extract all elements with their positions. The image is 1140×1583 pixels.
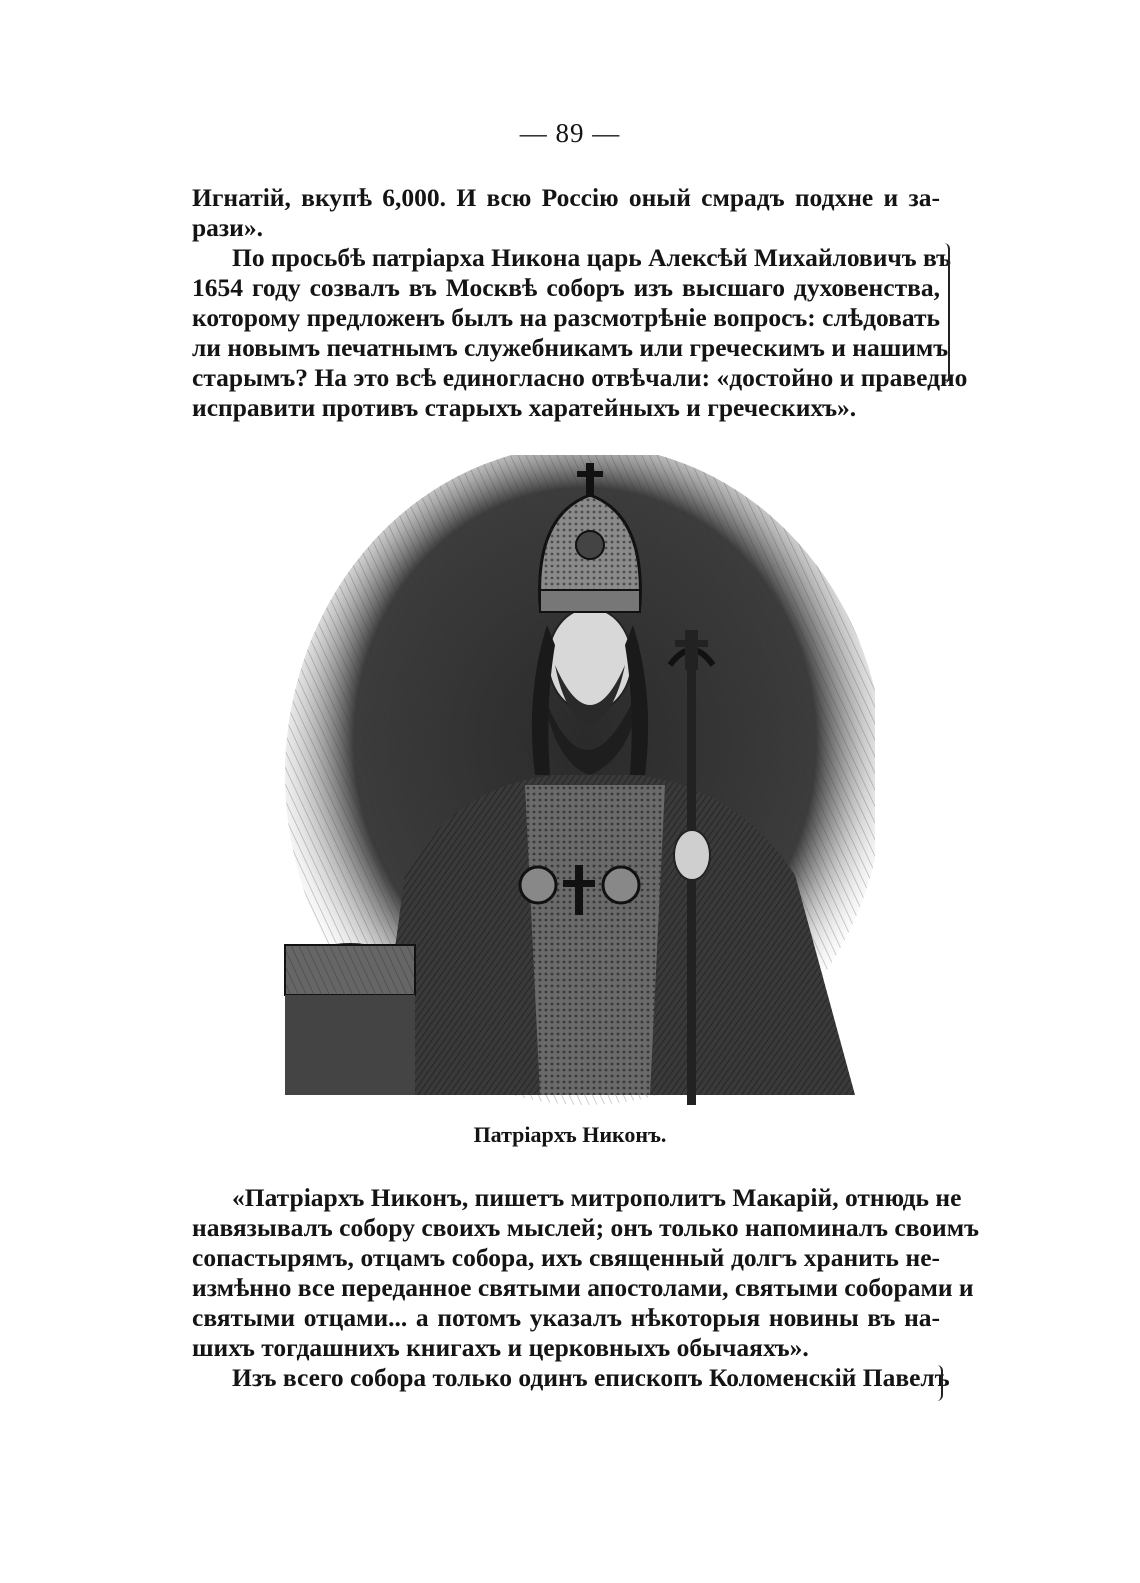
text-line: 1654 году созвалъ въ Москвѣ соборъ изъ высшаго духовенства,	[192, 273, 940, 302]
patriarch-portrait-illustration	[255, 455, 875, 1105]
bottom-paragraphs	[192, 1183, 979, 1393]
text-line: «Патріархъ Никонъ, пишетъ митрополитъ Макарій, отнюдь не	[232, 1183, 962, 1212]
text-line: По просьбѣ патріарха Никона царь Алексѣй Михайловичъ въ	[232, 243, 952, 272]
figure-caption: Патріархъ Никонъ.	[473, 1122, 667, 1147]
text-line: рази».	[192, 213, 263, 242]
page-number: — 89 —	[519, 118, 621, 148]
margin-bracket	[942, 243, 950, 383]
text-line: исправити противъ старыхъ харатейныхъ и греческихъ».	[192, 393, 857, 422]
text-line: измѣнно все переданное святыми апостолами, святыми соборами и	[192, 1273, 974, 1302]
portrait-engraving	[255, 455, 875, 1105]
text-line: навязывалъ собору своихъ мыслей; онъ только напоминалъ своимъ	[192, 1213, 979, 1242]
margin-bracket	[935, 1365, 943, 1401]
top-paragraphs	[192, 183, 968, 423]
text-line: Игнатій, вкупѣ 6,000. И всю Россію оный смрадъ подхне и за-	[192, 183, 940, 212]
text-line: Изъ всего собора только одинъ епископъ Коломенскій Павелъ	[232, 1363, 950, 1392]
text-line: которому предложенъ былъ на разсмотрѣніе вопросъ: слѣдовать	[192, 303, 940, 332]
text-line: шихъ тогдашнихъ книгахъ и церковныхъ обычаяхъ».	[192, 1333, 809, 1362]
text-line: старымъ? На это всѣ единогласно отвѣчали: «достойно и праведно	[192, 363, 968, 392]
text-line: ли новымъ печатнымъ служебникамъ или греческимъ и нашимъ	[192, 333, 949, 362]
text-line: сопастырямъ, отцамъ собора, ихъ священный долгъ хранить не-	[192, 1243, 940, 1272]
text-line: святыми отцами... а потомъ указалъ нѣкоторыя новины въ на-	[192, 1303, 940, 1332]
